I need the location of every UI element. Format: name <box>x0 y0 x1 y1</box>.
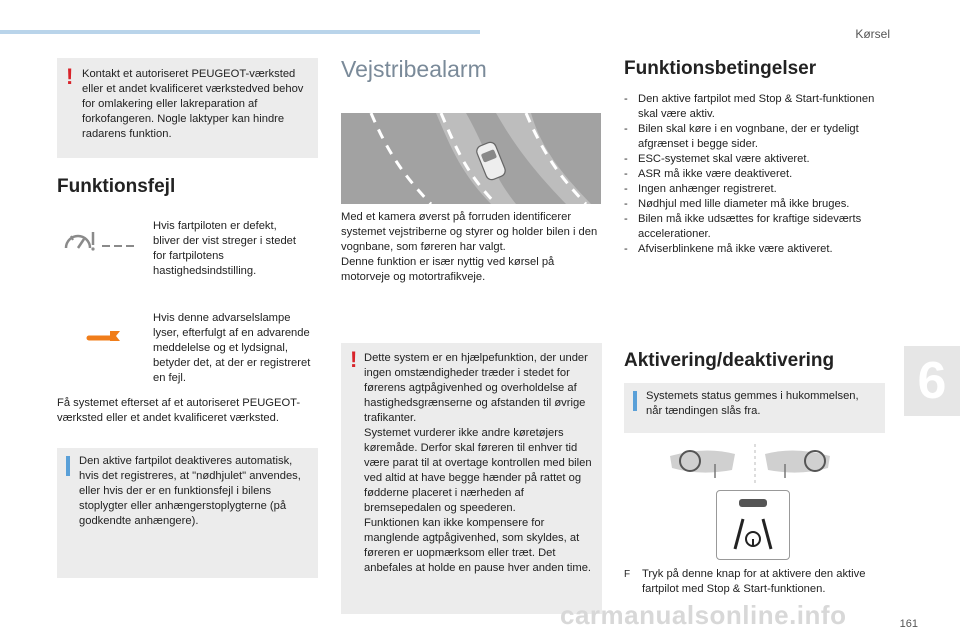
lane-alert-desc <box>341 210 603 285</box>
watermark: carmanualsonline.info <box>560 600 847 630</box>
fault-title: Funktionsfejl <box>57 176 176 197</box>
lane-warning-text-2: Systemet vurderer ikke andre køretøjers køremåde. Derfor skal føreren til enhver tid være parat til at overtage kontrollen med bilen ved altid at have begge hænder på rattet og fødderne placeret i nærheden af bremsepedalen og speederen. <box>364 427 592 514</box>
conditions-title: Funktionsbetingelser <box>624 58 817 79</box>
conditions-list <box>624 92 884 257</box>
bullet-arrow-icon: F <box>624 569 631 580</box>
list-item: - Ingen anhænger registreret. <box>624 182 884 197</box>
list-item: - Afviserblinkene må ikke være aktiveret. <box>624 242 884 257</box>
memory-info-box <box>624 383 885 433</box>
warning-exclamation-icon: ! <box>350 347 358 372</box>
fault-item-warning-lamp: Hvis denne advarselslampe lyser, efterfulgt af en advarende meddelelse og et lydsignal, betyder det, at der er registreret en fejl. <box>153 312 311 384</box>
press-instruction-text: Tryk på denne knap for at aktivere den aktive fartpilot med Stop & Start-funktionen. <box>642 568 866 595</box>
top-accent-bar <box>0 30 480 34</box>
info-icon <box>66 456 70 476</box>
lane-road-illustration <box>341 113 601 204</box>
list-item: - Bilen skal køre i en vognbane, der er tydeligt afgrænset i begge sider. <box>624 122 884 152</box>
memory-info-text: Systemets status gemmes i hukommelsen, når tændingen slås fra. <box>646 390 859 417</box>
list-item: - Bilen må ikke udsættes for kraftige sideværts accelerationer. <box>624 212 884 242</box>
list-item: - Den aktive fartpilot med Stop & Start-funktionen skal være aktiv. <box>624 92 884 122</box>
warning-exclamation-icon: ! <box>66 64 74 89</box>
info-icon <box>633 391 637 411</box>
page-number: 161 <box>899 618 918 630</box>
deactivation-info-box <box>57 448 318 578</box>
lane-warning-text-3: Funktionen kan ikke kompensere for manglende agtpågivenhed, som skyldes, at føreren er uopmærksom eller træt. Det anbefales at holde en pause hver anden time. <box>364 517 592 574</box>
lane-alert-desc-1: Med et kamera øverst på forruden identificerer systemet vejstriberne og styrer og holder bilen i den vognbane, som føreren har valgt. <box>341 211 598 253</box>
paint-warning-text: Kontakt et autoriseret PEUGEOT-værksted eller et andet kvalificeret værkstedved behov for omlakering eller lakreparation af forkofangeren. Nogle laktyper kan hindre radarens funktion. <box>82 68 304 140</box>
cruise-fault-icon <box>62 228 138 254</box>
activation-title: Aktivering/deaktivering <box>624 350 835 371</box>
list-item: - ESC-systemet skal være aktiveret. <box>624 152 884 167</box>
wrench-icon <box>86 325 122 345</box>
lane-keep-button-icon <box>716 490 790 560</box>
paint-warning-box <box>57 58 318 158</box>
press-instruction <box>624 567 886 597</box>
list-item: - ASR må ikke være deaktiveret. <box>624 167 884 182</box>
chapter-tab: 6 <box>904 346 960 416</box>
section-label: Kørsel <box>855 27 890 41</box>
deactivation-info-text: Den aktive fartpilot deaktiveres automatisk, hvis det registreres, at "nødhjulet" anvendes, eller hvis der er en funktionsfejl i bilens stoplygter eller anhængerstoplygterne (på godkendte anhængere). <box>79 455 301 527</box>
steering-wheel-illustrations <box>660 444 840 484</box>
lane-alert-desc-2: Denne funktion er især nyttig ved kørsel på motorveje og motortrafikveje. <box>341 256 555 283</box>
fault-check-text: Få systemet efterset af et autoriseret PEUGEOT-værksted eller et andet kvalificeret værksted. <box>57 397 301 424</box>
lane-warning-text <box>364 351 594 576</box>
lane-warning-box <box>341 343 602 614</box>
fault-item-dashes: Hvis fartpiloten er defekt, bliver der vist streger i stedet for fartpilotens hastighedsindstilling. <box>153 220 297 277</box>
lane-warning-text-1: Dette system er en hjælpefunktion, der under ingen omstændigheder træder i stedet for førerens agtpågivenhed og overholdelse af hastighedsgrænserne og afstanden til øvrige trafikanter. <box>364 352 588 424</box>
list-item: - Nødhjul med lille diameter må ikke bruges. <box>624 197 884 212</box>
lane-alert-title: Vejstribealarm <box>341 56 487 82</box>
